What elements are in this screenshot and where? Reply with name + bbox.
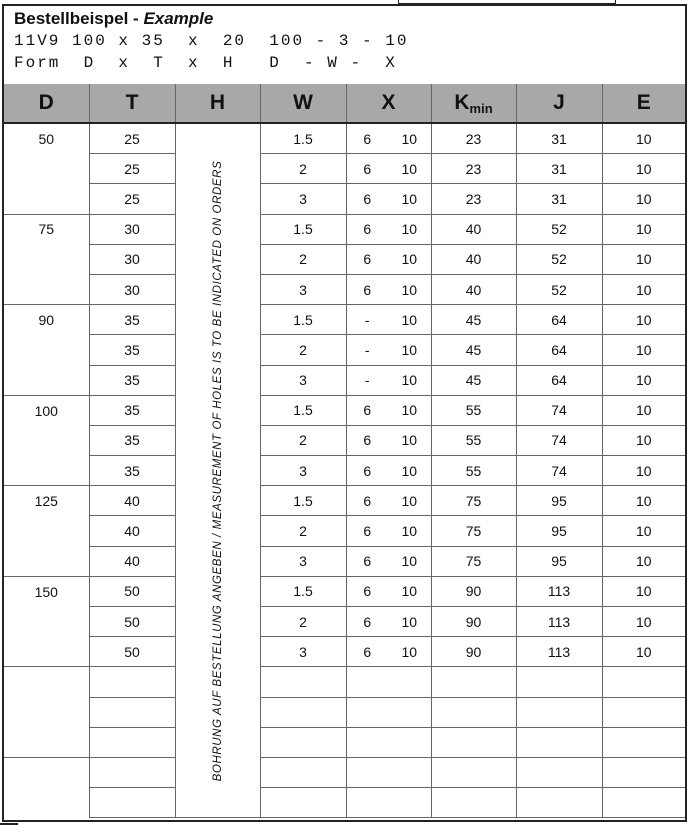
cell-d: 125	[4, 486, 89, 516]
cell-j: 64	[516, 305, 602, 335]
cell-t: 30	[89, 274, 175, 304]
header-t: T	[89, 84, 175, 123]
cell-x1: 6	[346, 274, 388, 304]
cell-x2: 10	[388, 456, 431, 486]
table-row	[4, 607, 685, 637]
cell-x1: 6	[346, 607, 388, 637]
header-w: W	[260, 84, 346, 123]
cell-x1: 6	[346, 123, 388, 154]
cell-w: 1.5	[260, 395, 346, 425]
table-row	[4, 425, 685, 455]
cell-d	[4, 667, 89, 697]
cell-k: 55	[431, 395, 516, 425]
table-row	[4, 214, 685, 244]
cell-w	[260, 667, 346, 697]
cell-j: 31	[516, 154, 602, 184]
cell-e: 10	[602, 184, 685, 214]
cell-x1: 6	[346, 637, 388, 667]
cell-x2: 10	[388, 516, 431, 546]
cell-x2: 10	[388, 154, 431, 184]
table-row	[4, 546, 685, 576]
cell-x2	[388, 727, 431, 757]
cell-j: 52	[516, 274, 602, 304]
cell-j	[516, 727, 602, 757]
table-row	[4, 365, 685, 395]
hole-measurement-note: BOHRUNG AUF BESTELLUNG ANGEBEN / MEASUREMENT OF HOLES IS TO BE INDICATED ON ORDERS	[211, 160, 224, 781]
cell-d: 50	[4, 123, 89, 154]
cell-w	[260, 697, 346, 727]
cell-d: 75	[4, 214, 89, 244]
cell-x1: -	[346, 335, 388, 365]
cell-x1	[346, 697, 388, 727]
cell-x1: 6	[346, 184, 388, 214]
cell-d	[4, 516, 89, 546]
cell-k	[431, 727, 516, 757]
cell-j: 113	[516, 576, 602, 606]
cell-d	[4, 697, 89, 727]
cell-h-note	[175, 123, 260, 818]
cell-e: 10	[602, 244, 685, 274]
cell-e	[602, 667, 685, 697]
cell-t: 35	[89, 365, 175, 395]
cell-e: 10	[602, 516, 685, 546]
cell-e: 10	[602, 335, 685, 365]
cell-x1: -	[346, 365, 388, 395]
cell-j	[516, 788, 602, 818]
cell-t	[89, 788, 175, 818]
cell-x1: 6	[346, 214, 388, 244]
cell-d: 150	[4, 576, 89, 606]
header-k-label: K	[454, 90, 470, 114]
cell-t: 35	[89, 395, 175, 425]
header-h: H	[175, 84, 260, 123]
table-body	[4, 123, 685, 818]
cell-k: 45	[431, 305, 516, 335]
cell-d	[4, 274, 89, 304]
table-row	[4, 395, 685, 425]
cell-d	[4, 425, 89, 455]
cell-j: 52	[516, 214, 602, 244]
cell-e: 10	[602, 123, 685, 154]
cell-k: 23	[431, 154, 516, 184]
cell-k	[431, 757, 516, 787]
cell-j: 113	[516, 637, 602, 667]
table-row	[4, 727, 685, 757]
cell-e: 10	[602, 456, 685, 486]
cell-t	[89, 667, 175, 697]
cell-k: 40	[431, 214, 516, 244]
cell-t: 35	[89, 305, 175, 335]
cell-e	[602, 788, 685, 818]
table-row	[4, 697, 685, 727]
cell-j	[516, 697, 602, 727]
cell-j: 95	[516, 486, 602, 516]
cell-t: 50	[89, 607, 175, 637]
cell-j: 113	[516, 607, 602, 637]
cell-k: 45	[431, 365, 516, 395]
cell-w: 1.5	[260, 486, 346, 516]
cell-t: 40	[89, 516, 175, 546]
cell-t: 35	[89, 456, 175, 486]
cell-d	[4, 788, 89, 818]
example-title-en: Example	[143, 9, 214, 28]
cell-x2: 10	[388, 305, 431, 335]
table-row	[4, 274, 685, 304]
cell-d	[4, 456, 89, 486]
cell-x2	[388, 757, 431, 787]
cell-t: 25	[89, 154, 175, 184]
cell-x2: 10	[388, 395, 431, 425]
cell-x2: 10	[388, 244, 431, 274]
cell-w	[260, 727, 346, 757]
cell-k: 55	[431, 456, 516, 486]
cell-j: 74	[516, 395, 602, 425]
cell-x1: 6	[346, 486, 388, 516]
header-k	[431, 84, 516, 123]
cell-t	[89, 757, 175, 787]
cell-k: 75	[431, 516, 516, 546]
table-row	[4, 667, 685, 697]
cell-t: 50	[89, 637, 175, 667]
cell-x2	[388, 667, 431, 697]
cell-d	[4, 727, 89, 757]
cell-k: 90	[431, 576, 516, 606]
cell-x1	[346, 788, 388, 818]
cell-t	[89, 697, 175, 727]
table-row	[4, 486, 685, 516]
cell-w: 3	[260, 274, 346, 304]
cell-w	[260, 757, 346, 787]
cell-j: 95	[516, 516, 602, 546]
cell-k: 75	[431, 486, 516, 516]
cell-w: 3	[260, 365, 346, 395]
cell-j	[516, 757, 602, 787]
cell-x2: 10	[388, 607, 431, 637]
cell-w: 2	[260, 607, 346, 637]
cell-w: 2	[260, 425, 346, 455]
table-row	[4, 244, 685, 274]
cell-j: 64	[516, 335, 602, 365]
header-x: X	[346, 84, 431, 123]
cell-e: 10	[602, 365, 685, 395]
cell-e	[602, 757, 685, 787]
cell-x2: 10	[388, 123, 431, 154]
cell-d: 90	[4, 305, 89, 335]
cell-d	[4, 365, 89, 395]
cell-d	[4, 184, 89, 214]
cell-d	[4, 154, 89, 184]
cell-k: 40	[431, 274, 516, 304]
cell-j: 31	[516, 184, 602, 214]
example-title-de: Bestellbeispel -	[14, 9, 144, 28]
cell-e	[602, 697, 685, 727]
header-j: J	[516, 84, 602, 123]
cell-x2	[388, 697, 431, 727]
cell-w: 1.5	[260, 576, 346, 606]
cell-w: 2	[260, 244, 346, 274]
cell-x2: 10	[388, 486, 431, 516]
cell-x2: 10	[388, 546, 431, 576]
cell-x2: 10	[388, 365, 431, 395]
cell-w: 3	[260, 637, 346, 667]
cell-w: 2	[260, 516, 346, 546]
dimension-table	[4, 84, 685, 818]
cell-d	[4, 546, 89, 576]
cell-e: 10	[602, 637, 685, 667]
cell-e: 10	[602, 607, 685, 637]
cell-x1: 6	[346, 546, 388, 576]
cell-t: 30	[89, 214, 175, 244]
cell-x1	[346, 667, 388, 697]
table-row	[4, 123, 685, 154]
cell-j: 31	[516, 123, 602, 154]
cell-k	[431, 667, 516, 697]
table-row	[4, 788, 685, 818]
table-header-row	[4, 84, 685, 123]
cell-t: 40	[89, 546, 175, 576]
cell-t: 25	[89, 123, 175, 154]
cell-k: 75	[431, 546, 516, 576]
cell-e: 10	[602, 425, 685, 455]
cell-k: 23	[431, 123, 516, 154]
cell-e: 10	[602, 214, 685, 244]
cell-j: 74	[516, 456, 602, 486]
cell-k: 40	[431, 244, 516, 274]
example-code-line: 11V9 100 x 35 x 20 100 - 3 - 10	[14, 32, 409, 50]
cell-j: 64	[516, 365, 602, 395]
cell-k: 90	[431, 637, 516, 667]
cell-x1: 6	[346, 395, 388, 425]
cell-w: 3	[260, 546, 346, 576]
cell-x2: 10	[388, 274, 431, 304]
cell-x1: 6	[346, 154, 388, 184]
cell-w	[260, 788, 346, 818]
table-row	[4, 637, 685, 667]
cell-t: 25	[89, 184, 175, 214]
example-form-line: Form D x T x H D - W - X	[14, 54, 397, 72]
table-row	[4, 154, 685, 184]
cell-k: 23	[431, 184, 516, 214]
cell-d	[4, 757, 89, 787]
cell-w: 1.5	[260, 305, 346, 335]
header-e: E	[602, 84, 685, 123]
cell-w: 3	[260, 184, 346, 214]
cell-e: 10	[602, 395, 685, 425]
cell-t: 40	[89, 486, 175, 516]
table-row	[4, 335, 685, 365]
cell-w: 2	[260, 154, 346, 184]
cell-t: 50	[89, 576, 175, 606]
table-row	[4, 757, 685, 787]
cell-j: 52	[516, 244, 602, 274]
cell-t: 35	[89, 425, 175, 455]
header-d: D	[4, 84, 89, 123]
cell-t: 30	[89, 244, 175, 274]
table-row	[4, 184, 685, 214]
header-k-sub: min	[469, 100, 493, 116]
cell-x2: 10	[388, 425, 431, 455]
cell-x2: 10	[388, 637, 431, 667]
cell-w: 1.5	[260, 214, 346, 244]
cell-x1: -	[346, 305, 388, 335]
cell-k: 45	[431, 335, 516, 365]
table-row	[4, 456, 685, 486]
cell-x2: 10	[388, 214, 431, 244]
cell-x1	[346, 757, 388, 787]
cell-t	[89, 727, 175, 757]
cell-w: 2	[260, 335, 346, 365]
cell-e: 10	[602, 274, 685, 304]
cell-x2: 10	[388, 576, 431, 606]
table-row	[4, 305, 685, 335]
cell-d	[4, 244, 89, 274]
cell-j: 74	[516, 425, 602, 455]
cell-x1: 6	[346, 456, 388, 486]
cell-x1: 6	[346, 244, 388, 274]
cell-x1: 6	[346, 576, 388, 606]
cell-d	[4, 607, 89, 637]
cell-w: 1.5	[260, 123, 346, 154]
example-title	[14, 8, 408, 30]
cell-x1: 6	[346, 516, 388, 546]
cell-e: 10	[602, 154, 685, 184]
cell-x2	[388, 788, 431, 818]
cell-e	[602, 727, 685, 757]
cell-t: 35	[89, 335, 175, 365]
cell-e: 10	[602, 486, 685, 516]
table-row	[4, 516, 685, 546]
cell-d	[4, 637, 89, 667]
cell-x2: 10	[388, 184, 431, 214]
cell-x1	[346, 727, 388, 757]
bottom-mark	[0, 823, 18, 825]
cell-e: 10	[602, 546, 685, 576]
order-example	[14, 8, 408, 74]
cell-k	[431, 788, 516, 818]
cell-j	[516, 667, 602, 697]
cell-x1: 6	[346, 425, 388, 455]
cell-k	[431, 697, 516, 727]
cell-d: 100	[4, 395, 89, 425]
cell-j: 95	[516, 546, 602, 576]
cell-w: 3	[260, 456, 346, 486]
cell-x2: 10	[388, 335, 431, 365]
cell-d	[4, 335, 89, 365]
cell-k: 55	[431, 425, 516, 455]
cell-e: 10	[602, 305, 685, 335]
table-row	[4, 576, 685, 606]
cell-e: 10	[602, 576, 685, 606]
cell-k: 90	[431, 607, 516, 637]
